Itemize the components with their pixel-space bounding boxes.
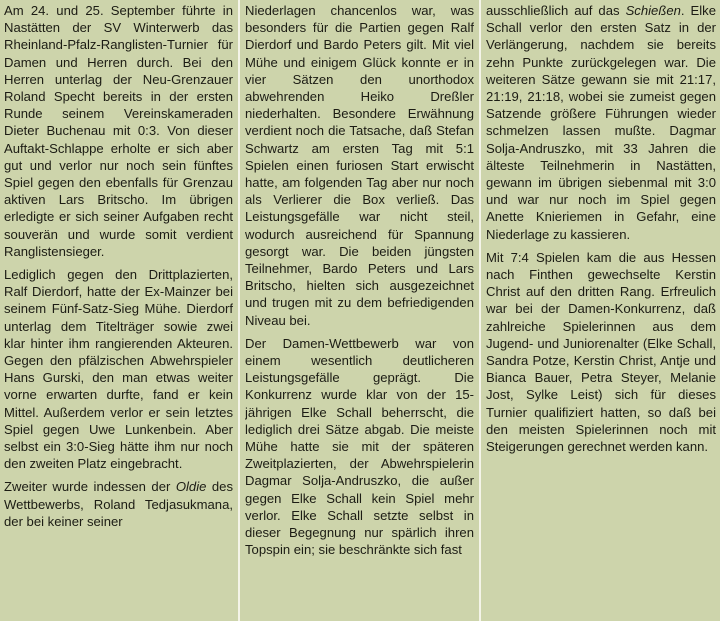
paragraph: Lediglich gegen den Drittplazierten, Ralf Dierdorf, hatte der Ex-Mainzer bei seinem Fünf-Satz-Sieg Mühe. Dierdorf unterlag dem Titelträger sowie zwei klar hinter ihm rangierenden Akteuren. Gegen den pfälzischen Abwehrspieler Hans Gurski, den man etwas weiter vorne erwarten durfte, fand er kein Mittel. Außerdem verlor er sein letztes Spiel gegen Uwe Lunkenbein. Aber selbst ein 3:0-Sieg hätte ihm nur noch den zweiten Platz eingebracht. xyxy=(4,267,233,472)
text-column-2 xyxy=(245,2,474,619)
paragraph: Zweiter wurde indessen der Oldie des Wettbewerbs, Roland Tedjasukmana, der bei keiner seiner xyxy=(4,479,233,529)
paragraph: ausschließlich auf das Schießen. Elke Schall verlor den ersten Satz in der Verlängerung, nachdem sie bereits zehn Punkte zurückgelegen war. Die weiteren Sätze gewann sie mit 21:17, 21:19, 21:18, wobei sie zumeist gegen Satzende größere Führungen wieder schmelzen lassen mußte. Dagmar Solja-Andruszko, mit 33 Jahren die älteste Teilnehmerin in Nastätten, gewann im übrigen siebenmal mit 3:0 und war nur noch im Spiel gegen Anette Knieriemen in Gefahr, eine Niederlage zu kassieren. xyxy=(486,3,716,242)
paragraph: Am 24. und 25. September führte in Nastätten der SV Winterwerb das Rheinland-Pfalz-Ranglisten-Turnier für Damen und Herren durch. Bei den Herren unterlag der Neu-Grenzauer Roland Specht bereits in der ersten Runde seinem Vereinskameraden Dieter Buchenau mit 0:3. Von dieser Auftakt-Schlappe erholte er sich aber gut und verlor nur noch sein fünftes Spiel gegen den ebenfalls für Grenzau aktiven Lars Britscho. Im übrigen erledigte er sich seiner Aufgaben recht souverän und wurde somit verdient Ranglistensieger. xyxy=(4,3,233,259)
column-divider xyxy=(479,0,481,621)
text-column-3 xyxy=(486,2,716,619)
paragraph: Mit 7:4 Spielen kam die aus Hessen nach Finthen gewechselte Kerstin Christ auf den dritten Rang. Erfreulich war bei der Damen-Konkurrenz, daß zahlreiche Spielerinnen aus dem Jugend- und Juniorenalter (Elke Schall, Sandra Potze, Kerstin Christ, Antje und Bianca Bauer, Petra Steyer, Melanie Jost, Sylke Leist) sich für dieses Turnier qualifiziert hatten, so daß bei den meisten Spielerinnen noch mit Steigerungen gerechnet werden kann. xyxy=(486,249,716,455)
emphasized-text: Schießen xyxy=(625,3,681,18)
paragraph: Der Damen-Wettbewerb war von einem wesentlich deutlicheren Leistungsgefälle geprägt. Die Konkurrenz wurde klar von der 15-jährigen Elke Schall beherrscht, die lediglich drei Sätze abgab. Die meiste Mühe hatte sie mit der späteren Zweitplazierten, der Abwehrspielerin Dagmar Solja-Andruszko, die außer gegen Elke Schall kein Spiel mehr verlor. Elke Schall setzte selbst in dieser Begegnung nur spärlich ihren Topspin ein; sie beschränkte sich fast xyxy=(245,335,474,558)
emphasized-text: Oldie xyxy=(175,479,207,495)
paragraph: Niederlagen chancenlos war, was besonders für die Partien gegen Ralf Dierdorf und Bardo Peters gilt. Mit viel Mühe und einigem Glück konnte er in vier Sätzen den unorthodox abwehrenden Heiko Dreßler niederhalten. Besondere Erwähnung verdient noch die Tatsache, daß Stefan Schwartz am ersten Tag mit 5:1 Spielen einen furiosen Start erwischt hatte, am folgenden Tag aber nur noch als Verlierer die Box verließ. Das Leistungsgefälle war nicht steil, wodurch ausreichend für Spannung gesorgt war. Die beiden jüngsten Teilnehmer, Bardo Peters und Lars Britscho, hielten sich ausgezeichnet und trugen mit zu dem befriedigenden Niveau bei. xyxy=(245,3,474,328)
column-divider xyxy=(238,0,240,621)
text-column-1 xyxy=(4,2,233,619)
